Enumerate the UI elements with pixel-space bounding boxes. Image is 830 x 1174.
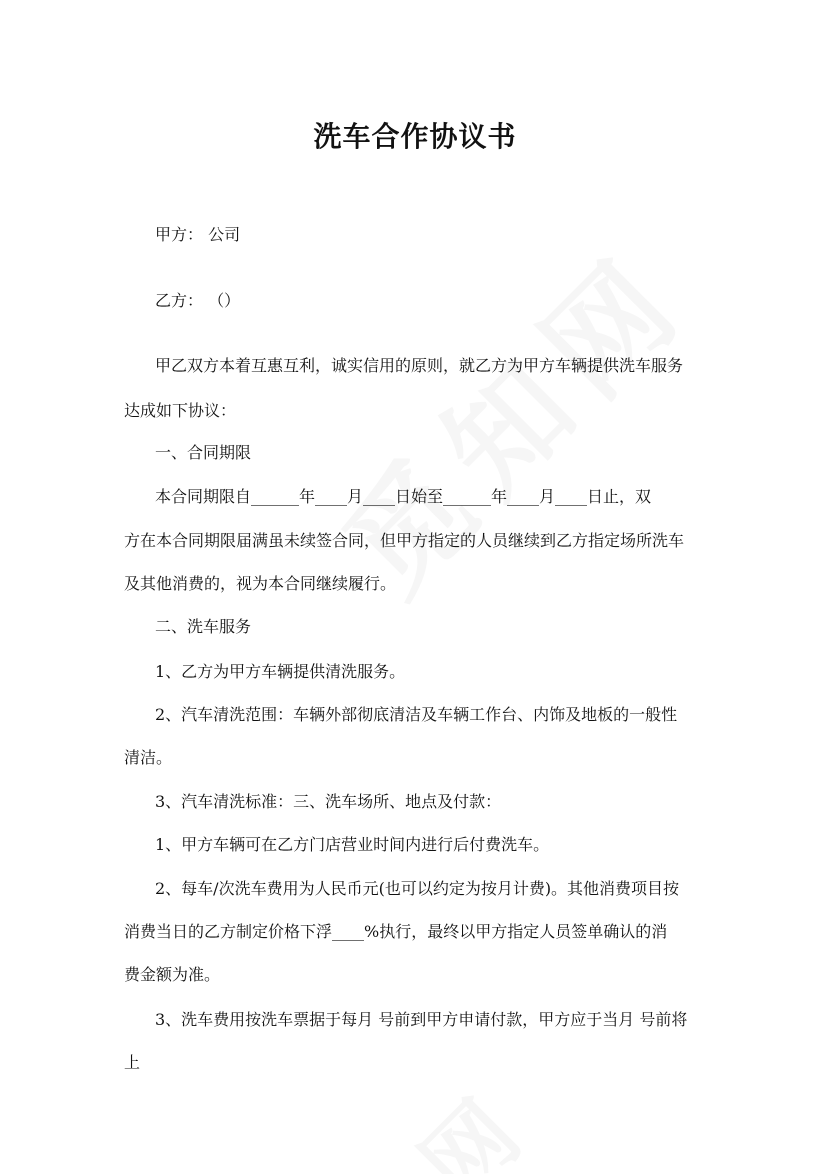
section-3-item-2-line-1: 2、每车/次洗车费用为人民币元(也可以约定为按月计费)。其他消费项目按 <box>155 879 680 898</box>
section-2-item-2-line-2: 清洁。 <box>124 748 173 767</box>
section-1-heading: 一、合同期限 <box>155 443 252 462</box>
document-title: 洗车合作协议书 <box>313 120 517 153</box>
intro-line-2: 达成如下协议： <box>124 401 237 420</box>
watermark <box>301 207 720 626</box>
section-3-item-3-line-1: 3、洗车费用按洗车票据于每月 号前到甲方申请付款，甲方应于当月 号前将 <box>155 1010 688 1029</box>
section-3-item-1: 1、甲方车辆可在乙方门店营业时间内进行后付费洗车。 <box>155 835 550 854</box>
section-2-item-2-line-1: 2、汽车清洗范围：车辆外部彻底清洁及车辆工作台、内饰及地板的一般性 <box>155 705 678 724</box>
section-3-item-2-line-2: 消费当日的乙方制定价格下浮____%执行，最终以甲方指定人员签单确认的消 <box>124 922 668 941</box>
section-3-item-2-line-3: 费金额为准。 <box>124 965 221 984</box>
party-a-line: 甲方： 公司 <box>155 225 241 244</box>
section-3-item-3-line-2: 上 <box>124 1053 141 1072</box>
section-1-line-2: 方在本合同期限届满虽未续签合同，但甲方指定的人员继续到乙方指定场所洗车 <box>124 531 685 550</box>
watermark-fragment <box>387 1067 543 1174</box>
section-2-item-1: 1、乙方为甲方车辆提供清洗服务。 <box>155 662 406 681</box>
section-1-line-1: 本合同期限自______年____月____日始至______年____月____日止，双 <box>155 487 652 506</box>
section-2-item-3: 3、汽车清洗标准：三、洗车场所、地点及付款： <box>155 792 502 811</box>
intro-line-1: 甲乙双方本着互惠互利，诚实信用的原则，就乙方为甲方车辆提供洗车服务 <box>155 356 684 375</box>
party-b-line: 乙方： （） <box>155 291 241 310</box>
section-2-heading: 二、洗车服务 <box>155 617 252 636</box>
section-1-line-3: 及其他消费的，视为本合同继续履行。 <box>124 574 397 593</box>
